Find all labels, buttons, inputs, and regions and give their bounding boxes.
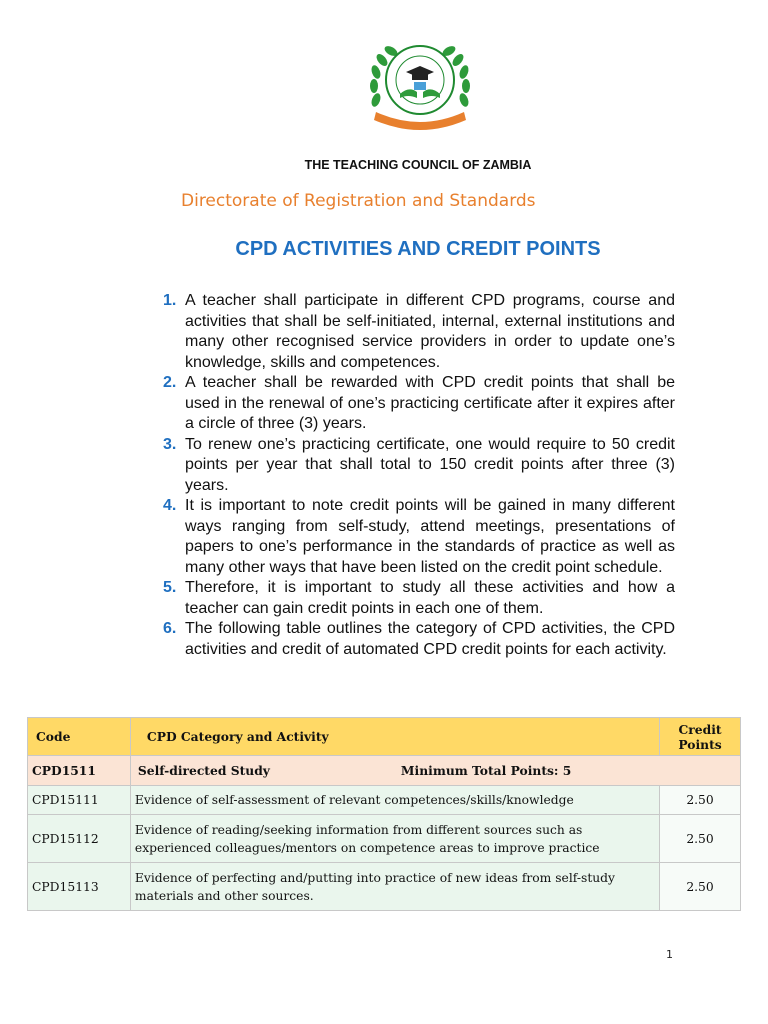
list-text: Therefore, it is important to study all these activities and how a teacher can gain credit points in each one of them. bbox=[185, 579, 675, 617]
list-item bbox=[160, 578, 675, 619]
organization-name: THE TEACHING COUNCIL OF ZAMBIA bbox=[304, 158, 532, 172]
credit-points-value: 2.50 bbox=[660, 786, 741, 815]
table-row bbox=[28, 786, 741, 815]
activity-description: Evidence of perfecting and/putting into practice of new ideas from self-study materials and other sources. bbox=[130, 863, 659, 911]
list-number: 4. bbox=[163, 497, 177, 514]
category-name: Self-directed Study bbox=[137, 763, 270, 778]
cpd-points-list bbox=[160, 291, 675, 660]
page-number: 1 bbox=[666, 948, 673, 961]
credit-points-value: 2.50 bbox=[660, 815, 741, 863]
category-row bbox=[28, 756, 741, 786]
list-number: 2. bbox=[163, 374, 177, 391]
list-item bbox=[160, 435, 675, 497]
page-title: CPD ACTIVITIES AND CREDIT POINTS bbox=[235, 238, 601, 260]
table-row bbox=[28, 863, 741, 911]
list-number: 1. bbox=[163, 292, 177, 309]
list-text: The following table outlines the category of CPD activities, the CPD activities and credit of automated CPD credit points for each activity. bbox=[185, 620, 675, 658]
list-item bbox=[160, 373, 675, 435]
council-logo bbox=[362, 38, 478, 138]
list-number: 6. bbox=[163, 620, 177, 637]
table-row bbox=[28, 815, 741, 863]
list-number: 3. bbox=[163, 435, 177, 453]
list-item bbox=[160, 291, 675, 373]
list-text: A teacher shall participate in different CPD programs, course and activities that shall be self-initiated, internal, external institutions and many other recognised service providers in order to update one’s knowledge, skills and competences. bbox=[185, 292, 675, 371]
table-header-row bbox=[28, 718, 741, 756]
category-code: CPD1511 bbox=[28, 756, 131, 786]
activity-description: Evidence of reading/seeking information from different sources such as experienced colleagues/mentors on competence areas to improve practice bbox=[130, 815, 659, 863]
directorate-heading: Directorate of Registration and Standards bbox=[181, 191, 536, 211]
category-minimum: Minimum Total Points: 5 bbox=[400, 763, 572, 778]
header-credit-points: Credit Points bbox=[660, 718, 741, 756]
activity-description: Evidence of self-assessment of relevant competences/skills/knowledge bbox=[130, 786, 659, 815]
list-text: It is important to note credit points will be gained in many different ways ranging from self-study, attend meetings, presentations of papers to one’s performance in the standards of practice as well as many other ways that have been listed on the credit point schedule. bbox=[185, 497, 675, 576]
credit-points-value: 2.50 bbox=[660, 863, 741, 911]
activity-code: CPD15112 bbox=[28, 815, 131, 863]
activity-code: CPD15111 bbox=[28, 786, 131, 815]
teaching-council-emblem-icon bbox=[362, 38, 478, 138]
header-activity: CPD Category and Activity bbox=[130, 718, 659, 756]
header-code: Code bbox=[28, 718, 131, 756]
list-text: A teacher shall be rewarded with CPD credit points that shall be used in the renewal of one’s practicing certificate after it expires after a circle of three (3) years. bbox=[185, 374, 675, 432]
list-number: 5. bbox=[163, 579, 177, 596]
activity-code: CPD15113 bbox=[28, 863, 131, 911]
list-item bbox=[160, 619, 675, 660]
list-item bbox=[160, 496, 675, 578]
cpd-credit-table bbox=[27, 717, 741, 911]
list-text: To renew one’s practicing certificate, one would require to 50 credit points per year that shall total to 150 credit points after three (3) years. bbox=[185, 435, 675, 494]
category-details bbox=[130, 756, 740, 786]
